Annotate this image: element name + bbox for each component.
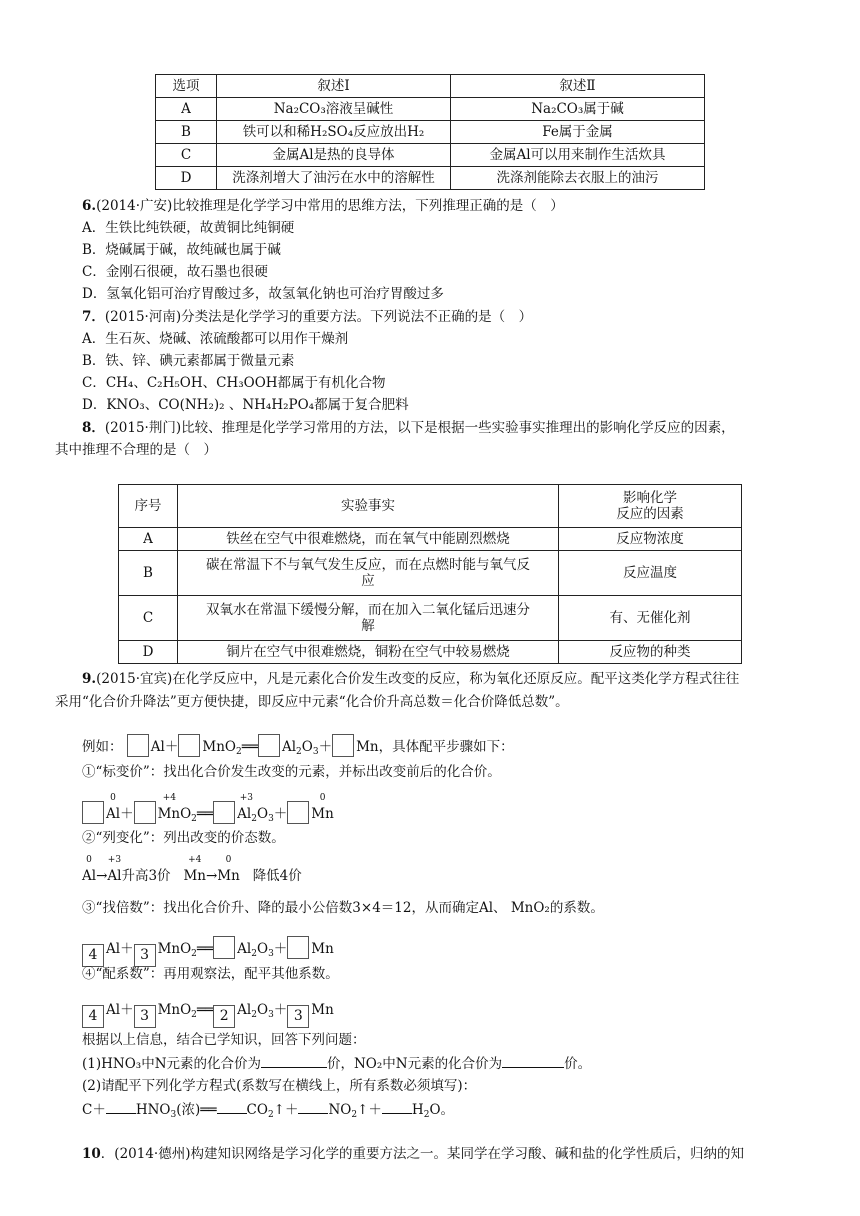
coefficient-box [213,936,235,959]
table-cell: A [119,528,178,551]
answer-blank[interactable] [502,1055,564,1068]
valence-change-line: Al 0 →Al +3 升高3价 Mn +4 →Mn 0 降低4价 [82,855,302,884]
coefficient-box [258,734,280,757]
question-8-stem [82,420,735,436]
coefficient-blank[interactable] [382,1101,412,1114]
info-text: 根据以上信息，结合已学知识，回答下列问题： [82,1032,366,1048]
table-cell: 金属Al是热的良导体 [217,144,451,167]
coefficient-box [213,801,235,824]
partial-equation: 4 Al＋ 3 MnO$_2$══ $Al_2O_3+ Mn$ [82,936,334,967]
table-cell [178,551,559,596]
table-cell: Na₂CO₃溶液呈碱性 [217,98,451,121]
coefficient-box: 4 [82,1005,104,1028]
question-6-stem [82,198,564,214]
comparison-table [155,74,705,190]
example-tail: ，具体配平步骤如下： [378,739,514,755]
question-text: ．(2014·德州)构建知识网络是学习化学的重要方法之一。某同学在学习酸、碱和盐的化学性质后，归纳的知 [100,1146,744,1162]
coefficient-box [287,801,309,824]
question-text: 采用“化合价升降法”更方便快捷，即反应中元素“化合价升高总数＝化合价降低总数”。 [55,694,569,710]
table-header: 序号 [119,485,178,528]
table-cell: B [156,121,217,144]
table-cell: 金属Al可以用来制作生活炊具 [451,144,705,167]
step-4: ④“配系数”：再用观察法，配平其他系数。 [82,966,339,982]
question-text: (2015·荆门)比较、推理是化学学习常用的方法，以下是根据一些实验事实推理出的影响化学反应的因素， [104,420,735,436]
coefficient-blank[interactable] [298,1101,328,1114]
step-2: ②“列变化”：列出改变的价态数。 [82,830,285,846]
table-cell: D [156,167,217,190]
table-header: 实验事实 [178,485,559,528]
rise-text: 升高3价 [121,868,171,884]
experiment-table [118,484,742,664]
table-row [156,98,705,121]
fall-text: 降低4价 [252,868,302,884]
sub-question-text: (1)HNO₃中N元素的化合价为 [82,1056,261,1072]
example-label: 例如： [82,739,123,755]
valence-marked-equation: Al 0 ＋ MnO$_2$ +4 ══ $Al_2O_3$ +3 ＋ Mn 0 [82,801,334,824]
coefficient-box [82,801,104,824]
step-3: ③“找倍数”：找出化合价升、降的最小公倍数3×4＝12，从而确定Al、 MnO₂的系数。 [82,900,604,916]
coefficient-blank[interactable] [106,1101,136,1114]
table-header: 叙述Ⅰ [217,75,451,98]
cell-line: 双氧水在常温下缓慢分解，而在加入二氧化锰后迅速分 [206,601,530,618]
question-number: 6. [82,198,97,214]
option: A．生铁比纯铁硬，故黄铜比纯铜硬 [82,220,295,236]
question-text: (2015·宜宾)在化学反应中，凡是元素化合价发生改变的反应，称为氧化还原反应。配平这类化学方程式往往 [96,671,740,687]
balanced-equation: 4 Al＋ 3 MnO$_2$══ 2 $Al_2O_3+ 3$ Mn [82,1002,334,1028]
sub-question-1 [82,1055,591,1072]
question-number: 8． [82,420,105,436]
table-cell: B [119,551,178,596]
coefficient-box [127,734,149,757]
coefficient-box [134,801,156,824]
table-row [156,144,705,167]
option: D．氢氧化铝可治疗胃酸过多，故氢氧化钠也可治疗胃酸过多 [82,286,444,302]
question-7-stem [82,309,532,325]
table-cell: 反应物的种类 [559,641,742,664]
coefficient-box [287,936,309,959]
table-header [559,485,742,528]
coefficient-box: 2 [213,1005,235,1028]
table-header: 叙述Ⅱ [451,75,705,98]
sub-question-text: 价。 [564,1056,592,1072]
question-9-stem [82,671,739,687]
question-number: 9. [82,671,97,687]
question-number: 7． [82,309,105,325]
table-cell [178,596,559,641]
table-header-row [119,485,742,528]
option: B．铁、锌、碘元素都属于微量元素 [82,353,295,369]
step-1: ①“标变价”：找出化合价发生改变的元素，并标出改变前后的化合价。 [82,764,501,780]
sub-question-text: 价，NO₂中N元素的化合价为 [327,1056,503,1072]
option: C．CH₄、C₂H₅OH、CH₃OOH都属于有机化合物 [82,375,386,391]
coefficient-box [332,734,354,757]
coefficient-blank[interactable] [217,1101,247,1114]
coefficient-box: 3 [134,944,156,967]
table-header: 选项 [156,75,217,98]
question-text: 其中推理不合理的是（ ） [55,442,217,458]
answer-blank[interactable] [261,1055,327,1068]
option: B．烧碱属于碱，故纯碱也属于碱 [82,242,281,258]
table-cell: C [119,596,178,641]
coefficient-box: 3 [287,1005,309,1028]
option: A．生石灰、烧碱、浓硫酸都可以用作干燥剂 [82,331,349,347]
table-header-row [156,75,705,98]
table-row [156,167,705,190]
coefficient-box [178,734,200,757]
table-row [119,596,742,641]
question-10-stem [82,1146,744,1162]
table-row [156,121,705,144]
coefficient-box: 4 [82,944,104,967]
question-text: (2015·河南)分类法是化学学习的重要方法。下列说法不正确的是（ ） [104,309,533,325]
coefficient-box: 3 [134,1005,156,1028]
option: D．KNO₃、CO(NH₂)₂ 、NH₄H₂PO₄都属于复合肥料 [82,397,409,413]
table-cell: 反应温度 [559,551,742,596]
table-cell: Fe属于金属 [451,121,705,144]
table-row [119,551,742,596]
question-number: 10 [82,1146,101,1162]
cell-line: 碳在常温下不与氧气发生反应，而在点燃时能与氧气反 [206,556,530,573]
cell-line: 解 [361,618,375,634]
cell-line: 应 [361,573,375,589]
example-equation: 例如： Al＋ MnO$_2$══ $Al_2O_3+ Mn$，具体配平步骤如下： [82,734,514,757]
table-row [119,528,742,551]
header-line: 反应的因素 [616,506,684,522]
table-row [119,641,742,664]
table-cell: 有、无催化剂 [559,596,742,641]
table-cell: D [119,641,178,664]
question-text: (2014·广安)比较推理是化学学习中常用的思维方法，下列推理正确的是（ ） [96,198,564,214]
header-line: 影响化学 [623,489,677,506]
table-cell: 洗涤剂增大了油污在水中的溶解性 [217,167,451,190]
table-cell: 铁丝在空气中很难燃烧，而在氧气中能剧烈燃烧 [178,528,559,551]
table-cell: C [156,144,217,167]
option: C．金刚石很硬，故石墨也很硬 [82,264,268,280]
table-cell: 铁可以和稀H₂SO₄反应放出H₂ [217,121,451,144]
table-cell: A [156,98,217,121]
table-cell: 铜片在空气中很难燃烧，铜粉在空气中较易燃烧 [178,641,559,664]
table-cell: 反应物浓度 [559,528,742,551]
equation-to-balance: $C+ HNO_3$(浓)══ $CO_2↑+$ $NO_2↑+ H_2O$。 [82,1102,455,1120]
sub-question-2: (2)请配平下列化学方程式(系数写在横线上，所有系数必须填写)： [82,1078,477,1094]
table-cell: Na₂CO₃属于碱 [451,98,705,121]
table-cell: 洗涤剂能除去衣服上的油污 [451,167,705,190]
